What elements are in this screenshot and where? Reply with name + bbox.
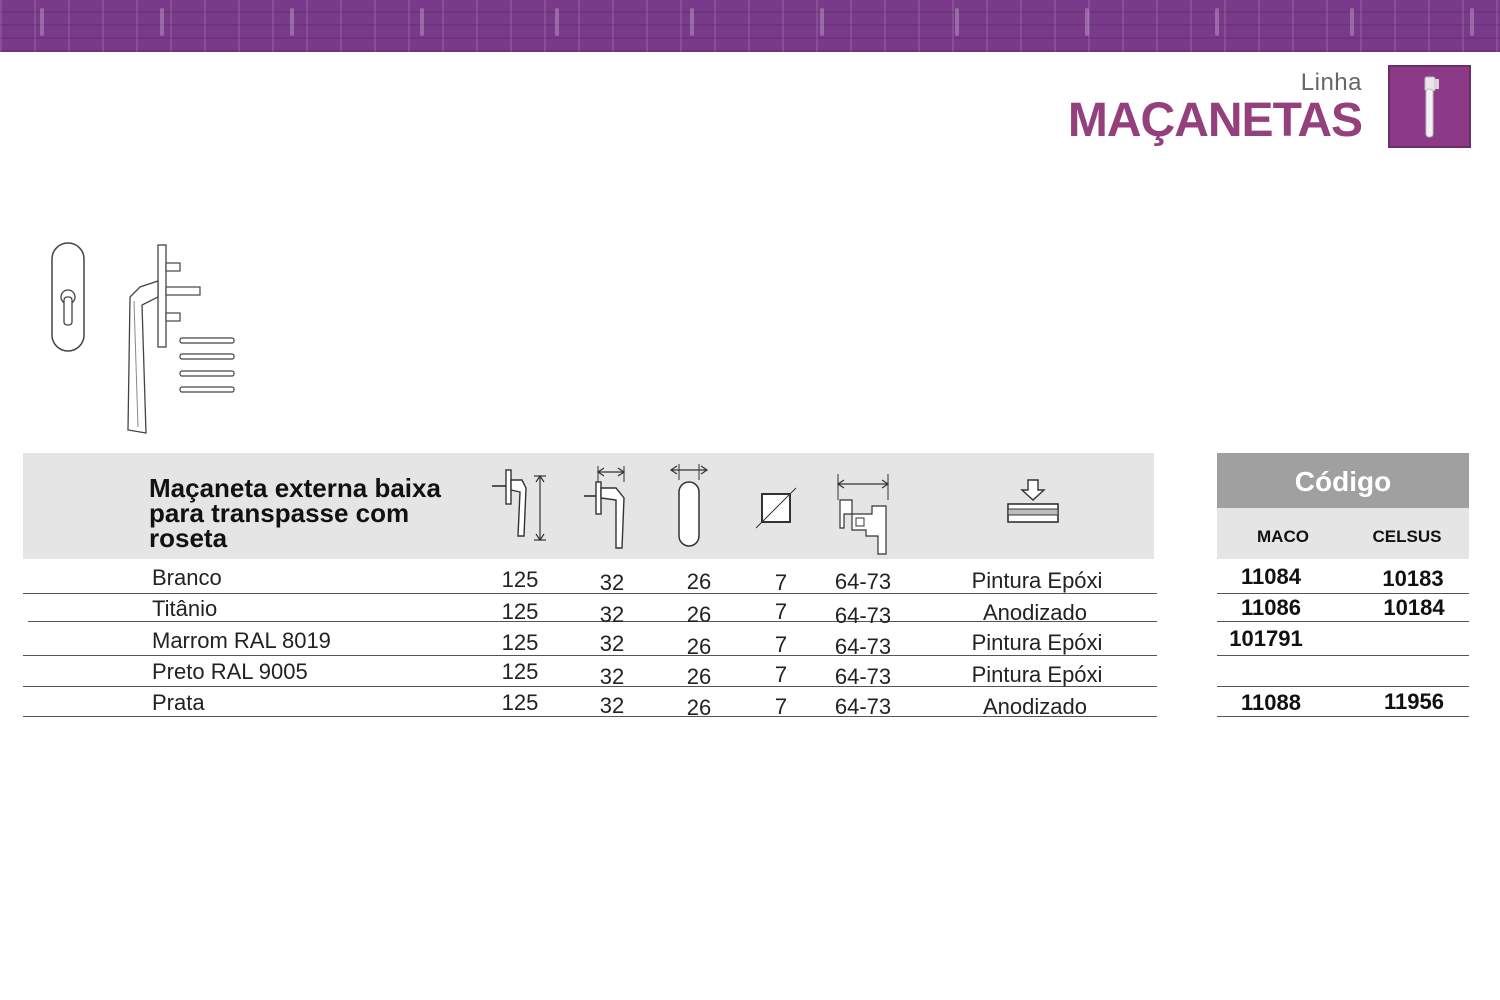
band-pattern	[1350, 8, 1354, 36]
product-title	[149, 473, 489, 553]
row-range: 64-73	[834, 569, 892, 594]
row-width: 26	[686, 602, 712, 627]
product-title-line: para transpasse com	[149, 498, 410, 528]
square-spindle-icon	[754, 486, 798, 530]
rosette-width-icon	[665, 462, 713, 550]
row-code-maco: 11086	[1241, 595, 1301, 620]
row-finish: Pintura Epóxi	[971, 568, 1103, 593]
row-depth: 32	[599, 664, 625, 689]
row-finish: Anodizado	[983, 694, 1087, 719]
band-pattern	[1085, 8, 1089, 36]
row-code-maco: 11084	[1241, 564, 1301, 589]
brand-heading	[1068, 70, 1362, 146]
row-height: 125	[501, 630, 539, 655]
row-width: 26	[686, 634, 712, 659]
row-range: 64-73	[834, 664, 892, 689]
code-row-divider	[1217, 716, 1469, 717]
product-title-line: roseta	[149, 523, 228, 553]
row-range: 64-73	[834, 694, 892, 719]
row-width: 26	[686, 569, 712, 594]
row-code-celsus: 10184	[1383, 595, 1445, 620]
handle-icon	[1388, 65, 1471, 148]
top-decorative-band	[0, 0, 1500, 52]
row-code-celsus: 10183	[1382, 566, 1444, 591]
row-depth: 32	[599, 570, 625, 595]
product-drawings	[40, 235, 260, 440]
row-square: 7	[774, 662, 788, 687]
row-square: 7	[774, 570, 788, 595]
row-depth: 32	[599, 602, 625, 627]
code-col-celsus: CELSUS	[1372, 527, 1442, 546]
row-height: 125	[501, 599, 539, 624]
row-width: 26	[686, 695, 712, 720]
band-pattern	[1470, 8, 1474, 36]
brand-linha: Linha	[1300, 69, 1362, 96]
row-square: 7	[774, 599, 788, 624]
row-range: 64-73	[834, 634, 892, 659]
band-pattern	[40, 8, 44, 36]
band-pattern	[420, 8, 424, 36]
band-pattern	[955, 8, 959, 36]
band-pattern	[160, 8, 164, 36]
row-width: 26	[686, 664, 712, 689]
row-name: Preto RAL 9005	[152, 659, 308, 684]
row-finish: Anodizado	[983, 600, 1087, 625]
row-code-maco: 11088	[1241, 690, 1301, 715]
brand-title: MAÇANETAS	[1067, 94, 1362, 147]
row-name: Titânio	[152, 596, 218, 621]
row-finish: Pintura Epóxi	[971, 630, 1103, 655]
product-title-line: Maçaneta externa baixa	[149, 473, 441, 503]
band-pattern	[820, 8, 824, 36]
row-square: 7	[774, 694, 788, 719]
finish-coating-icon	[1006, 478, 1060, 526]
row-square: 7	[774, 632, 788, 657]
code-col-maco: MACO	[1257, 527, 1309, 546]
row-finish: Pintura Epóxi	[971, 662, 1103, 687]
code-row-divider	[1217, 655, 1469, 656]
row-code-celsus: 11956	[1384, 689, 1444, 714]
code-row-divider	[1217, 621, 1469, 622]
row-depth: 32	[599, 631, 625, 656]
code-row-divider	[1217, 593, 1469, 594]
band-pattern	[555, 8, 559, 36]
code-row-divider	[1217, 686, 1469, 687]
row-name: Branco	[152, 565, 222, 590]
handle-depth-icon	[580, 464, 630, 550]
row-depth: 32	[599, 693, 625, 718]
handle-drawing	[40, 235, 260, 435]
row-height: 125	[501, 659, 539, 684]
band-pattern	[690, 8, 694, 36]
profile-range-icon	[834, 470, 892, 558]
row-height: 125	[501, 567, 539, 592]
band-pattern	[290, 8, 294, 36]
band-pattern	[1215, 8, 1219, 36]
row-name: Marrom RAL 8019	[152, 628, 331, 653]
row-code-maco: 101791	[1229, 626, 1303, 651]
row-name: Prata	[152, 690, 205, 715]
row-range: 64-73	[834, 603, 892, 628]
code-header: Código	[1217, 453, 1469, 508]
handle-height-icon	[490, 466, 552, 544]
row-height: 125	[501, 690, 539, 715]
